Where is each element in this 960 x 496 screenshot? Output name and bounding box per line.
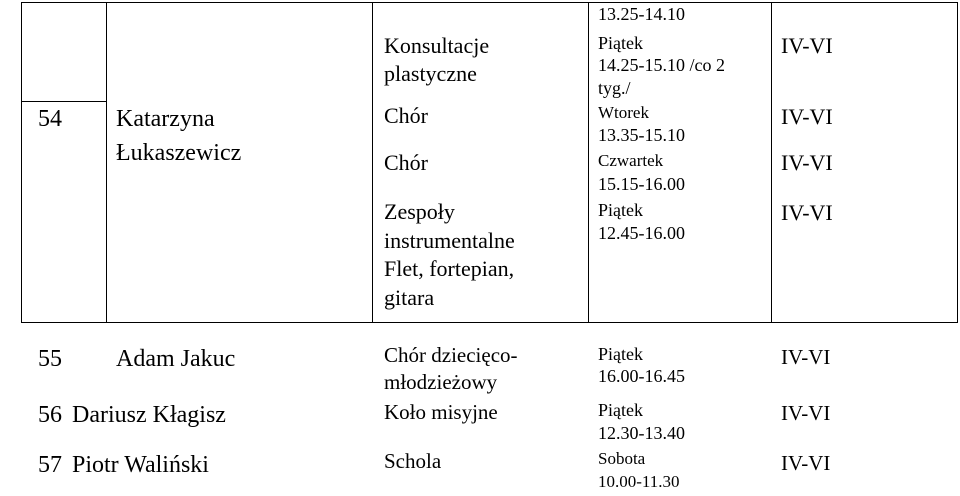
- day-name: Piątek: [598, 200, 643, 220]
- activity-name: Chór dziecięco-: [384, 343, 518, 367]
- activity-name: gitara: [384, 285, 435, 310]
- table-border-col3: [588, 2, 589, 323]
- activity-name: instrumentalne: [384, 228, 515, 253]
- activity-name: Konsultacje: [384, 33, 490, 58]
- day-name: Piątek: [598, 33, 643, 53]
- activity-name: Chór: [384, 150, 428, 175]
- day-name: Sobota: [598, 449, 646, 468]
- table-border-right: [957, 2, 958, 323]
- teacher-name: Dariusz Kłagisz: [72, 402, 226, 428]
- time-range: 16.00-16.45: [598, 366, 685, 386]
- table-border-top: [21, 2, 958, 3]
- day-name: Piątek: [598, 400, 643, 420]
- activity-name: Chór: [384, 103, 428, 128]
- row-number: 57: [38, 452, 62, 478]
- class-range: IV-VI: [781, 33, 833, 58]
- activity-name: młodzieżowy: [384, 370, 498, 394]
- activity-name: Zespoły: [384, 199, 455, 224]
- teacher-last-name: Łukaszewicz: [116, 140, 242, 166]
- teacher-first-name: Katarzyna: [116, 106, 215, 132]
- time-range: 13.25-14.10: [598, 4, 685, 24]
- activity-name: Schola: [384, 449, 442, 473]
- time-range: 14.25-15.10 /co 2: [598, 55, 725, 75]
- row-number: 55: [38, 346, 62, 372]
- time-range: 10.00-11.30: [598, 472, 680, 491]
- table-border-mid: [21, 101, 107, 102]
- row-number: 54: [38, 106, 62, 132]
- class-range: IV-VI: [781, 401, 831, 425]
- teacher-name: Piotr Waliński: [72, 452, 209, 478]
- day-name: Piątek: [598, 344, 643, 364]
- class-range: IV-VI: [781, 104, 833, 129]
- table-border-col1: [106, 2, 107, 323]
- activity-name: plastyczne: [384, 61, 477, 86]
- time-range: 15.15-16.00: [598, 174, 685, 194]
- time-note: tyg./: [598, 78, 631, 98]
- time-range: 12.45-16.00: [598, 223, 685, 243]
- table-border-left: [21, 2, 22, 323]
- class-range: IV-VI: [781, 345, 831, 369]
- activity-name: Koło misyjne: [384, 400, 498, 424]
- time-range: 12.30-13.40: [598, 423, 685, 443]
- table-border-col2: [372, 2, 373, 323]
- teacher-name: Adam Jakuc: [116, 346, 236, 372]
- day-name: Czwartek: [598, 151, 664, 170]
- class-range: IV-VI: [781, 200, 833, 225]
- day-name: Wtorek: [598, 103, 649, 122]
- table-border-bottom: [21, 322, 958, 323]
- class-range: IV-VI: [781, 150, 833, 175]
- row-number: 56: [38, 402, 62, 428]
- time-range: 13.35-15.10: [598, 125, 685, 145]
- activity-name: Flet, fortepian,: [384, 256, 515, 281]
- class-range: IV-VI: [781, 451, 831, 475]
- table-border-col4: [771, 2, 772, 323]
